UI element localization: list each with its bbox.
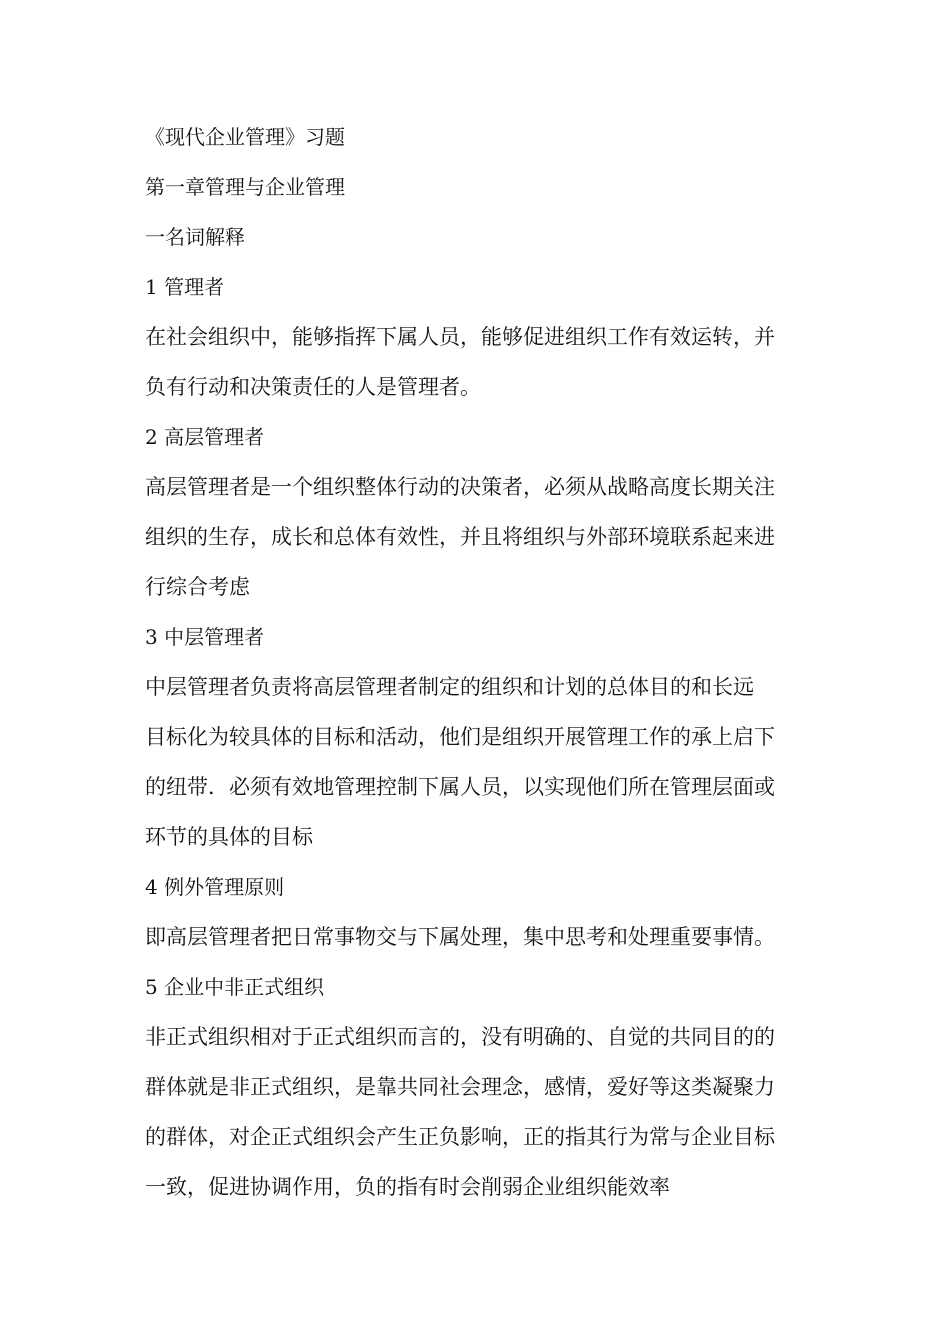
definition-line: 高层管理者是一个组织整体行动的决策者，必须从战略高度长期关注 <box>145 475 775 499</box>
definition-line: 群体就是非正式组织，是靠共同社会理念，感情，爱好等这类凝聚力 <box>145 1075 775 1099</box>
definition-line: 中层管理者负责将高层管理者制定的组织和计划的总体目的和长远 <box>145 675 754 699</box>
chapter-heading: 第一章管理与企业管理 <box>145 175 345 199</box>
section-heading: 一名词解释 <box>145 225 245 249</box>
definition-line: 环节的具体的目标 <box>145 825 313 849</box>
term-heading: 4 例外管理原则 <box>145 875 285 899</box>
definition-line: 目标化为较具体的目标和活动，他们是组织开展管理工作的承上启下 <box>145 725 775 749</box>
document-body <box>145 112 817 1212</box>
definition-line: 一致，促进协调作用，负的指有时会削弱企业组织能效率 <box>145 1175 670 1199</box>
definition-line: 的群体，对企正式组织会产生正负影响，正的指其行为常与企业目标 <box>145 1125 775 1149</box>
term-heading: 5 企业中非正式组织 <box>145 975 325 999</box>
term-heading: 1 管理者 <box>145 275 225 299</box>
definition-line: 组织的生存，成长和总体有效性，并且将组织与外部环境联系起来进 <box>145 525 775 549</box>
document-title: 《现代企业管理》习题 <box>145 125 345 149</box>
definition-line: 的纽带．必须有效地管理控制下属人员，以实现他们所在管理层面或 <box>145 775 775 799</box>
definition-line: 行综合考虑 <box>145 575 250 599</box>
definition-line: 非正式组织相对于正式组织而言的，没有明确的、自觉的共同目的的 <box>145 1025 775 1049</box>
definition-line: 负有行动和决策责任的人是管理者。 <box>145 375 481 399</box>
definition-line: 即高层管理者把日常事物交与下属处理，集中思考和处理重要事情。 <box>145 925 775 949</box>
definition-line: 在社会组织中，能够指挥下属人员，能够促进组织工作有效运转，并 <box>145 325 775 349</box>
term-heading: 3 中层管理者 <box>145 625 265 649</box>
term-heading: 2 高层管理者 <box>145 425 265 449</box>
